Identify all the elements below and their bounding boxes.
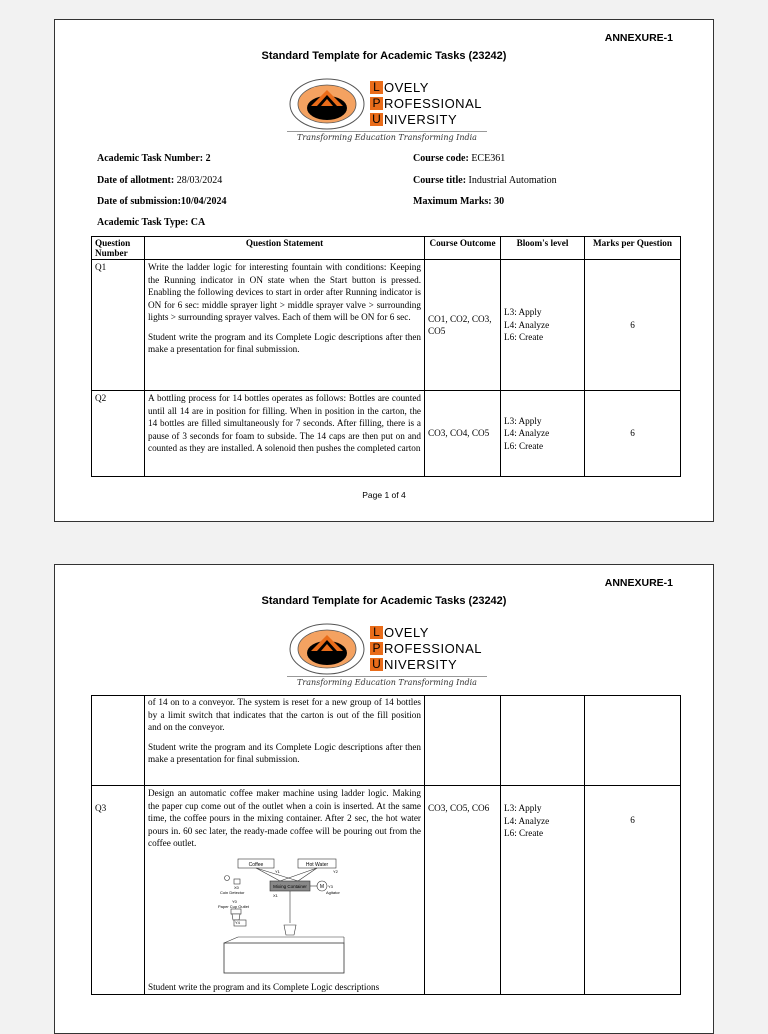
- logo-word: NIVERSITY: [384, 657, 458, 672]
- coin-detector-label: Coin Detector: [220, 889, 245, 895]
- emblem-icon: [287, 76, 367, 132]
- annexure-label: ANNEXURE-1: [604, 577, 673, 589]
- y0-label: Y0: [232, 898, 237, 904]
- y2-label: Y2: [333, 868, 338, 874]
- y3-label: Y3: [328, 883, 333, 889]
- question-statement: Design an automatic coffee maker machine using ladder logic. Making the paper cup come out of the outlet when a coin is inserted. At the same time, the coffee pours in the mixing container. After 2 sec, the hot water pours in. 60 sec later, the ready-made coffee will be pouring out from the coffee outlet. Coffee Y1 Hot Water Y2 Mixing Container M Y3 Agitator X0 Coin Detector X1 Y0 Paper Cup Outlet Y4 Student write the program and its Complete Logic descriptions: [145, 786, 425, 995]
- emblem-icon: [287, 621, 367, 677]
- question-number: [92, 696, 145, 786]
- coffee-label: Coffee: [248, 861, 264, 868]
- blooms-level: L3: Apply L4: Analyze L6: Create: [501, 391, 585, 477]
- task-type: Academic Task Type: CA: [97, 217, 206, 228]
- paper-cup-outlet-label: Paper Cup Outlet: [218, 903, 249, 909]
- header-marks: Marks per Question: [585, 237, 681, 260]
- task-number: Academic Task Number: 2: [97, 153, 211, 164]
- logo-word: OVELY: [384, 625, 429, 640]
- course-outcome: CO3, CO5, CO6: [425, 786, 501, 995]
- header-question-statement: Question Statement: [145, 237, 425, 260]
- blooms-level: L3: Apply L4: Analyze L6: Create: [501, 260, 585, 391]
- table-row: [92, 696, 681, 786]
- blooms-level: [501, 696, 585, 786]
- question-number: Q1: [92, 260, 145, 391]
- course-code: Course code: ECE361: [413, 153, 506, 164]
- logo-letter: L: [370, 81, 383, 94]
- logo-tagline: Transforming Education Transforming India: [287, 131, 487, 142]
- question-number: Q3: [92, 786, 145, 995]
- table-row: [92, 260, 681, 391]
- logo-letter: L: [370, 626, 383, 639]
- blooms-level: L3: Apply L4: Analyze L6: Create: [501, 786, 585, 995]
- page-number: Page 1 of 4: [362, 490, 406, 500]
- logo-letter: U: [370, 658, 383, 671]
- header-blooms-level: Bloom's level: [501, 237, 585, 260]
- marks: 6: [585, 786, 681, 995]
- marks: 6: [585, 391, 681, 477]
- course-title: Course title: Industrial Automation: [413, 175, 557, 186]
- page-2: [54, 564, 714, 1034]
- course-outcome: CO3, CO4, CO5: [425, 391, 501, 477]
- logo-letter: P: [370, 97, 383, 110]
- course-outcome: CO1, CO2, CO3, CO5: [425, 260, 501, 391]
- mixing-container-label: Mixing Container: [273, 883, 307, 889]
- logo-tagline: Transforming Education Transforming India: [287, 676, 487, 687]
- y1-label: Y1: [275, 868, 280, 874]
- logo-letter: U: [370, 113, 383, 126]
- allotment-date: Date of allotment: 28/03/2024: [97, 175, 223, 186]
- questions-table: [91, 236, 681, 477]
- table-header-row: [92, 237, 681, 260]
- y4-label: Y4: [235, 919, 240, 925]
- motor-label: M: [319, 883, 325, 890]
- coffee-machine-diagram: [218, 857, 348, 975]
- page-1: [54, 19, 714, 522]
- maximum-marks: Maximum Marks: 30: [413, 196, 505, 207]
- table-row: [92, 786, 681, 995]
- question-statement: Write the ladder logic for interesting fountain with conditions: Keeping the Running indicator in ON state when the Start button is pressed. Enabling the following devices to start in order after Running indicator is ON for 6 sec: middle sprayer light > middle sprayer valve > surrounding lights > surrounding sprayer valves. Each of them will be ON for 6 sec. Student write the program and its Complete Logic descriptions after then make a presentation for final submission.: [145, 260, 425, 391]
- logo-word: ROFESSIONAL: [384, 96, 482, 111]
- template-title: Standard Template for Academic Tasks (23242): [261, 595, 507, 607]
- annexure-label: ANNEXURE-1: [604, 32, 673, 44]
- logo-word: ROFESSIONAL: [384, 641, 482, 656]
- hot-water-label: Hot Water: [305, 861, 329, 868]
- table-row: [92, 391, 681, 477]
- question-statement: of 14 on to a conveyor. The system is reset for a new group of 14 bottles by a limit switch that indicates that the carton is out of the fill position and on the conveyor. Student write the program and its Complete Logic descriptions after then make a presentation for final submission.: [145, 696, 425, 786]
- questions-table-continued: [91, 695, 681, 995]
- question-number: Q2: [92, 391, 145, 477]
- logo-word: NIVERSITY: [384, 112, 458, 127]
- agitator-label: Agitator: [326, 889, 340, 895]
- course-outcome: [425, 696, 501, 786]
- question-statement: A bottling process for 14 bottles operates as follows: Bottles are counted until all 14 are in position for filling. When in position in the carton, the 14 bottles are filled simultaneously for 7 seconds. After filling, there is a pause of 3 seconds for foam to subside. The 14 caps are then put on and counted as they are installed. A solenoid then pushes the completed carton: [145, 391, 425, 477]
- template-title: Standard Template for Academic Tasks (23242): [261, 50, 507, 62]
- logo-letter: P: [370, 642, 383, 655]
- header-course-outcome: Course Outcome: [425, 237, 501, 260]
- header-question-number: Question Number: [92, 237, 145, 260]
- x1-label: X1: [273, 892, 278, 898]
- marks: [585, 696, 681, 786]
- x0-label: X0: [234, 884, 239, 890]
- marks: 6: [585, 260, 681, 391]
- logo-word: OVELY: [384, 80, 429, 95]
- submission-date: Date of submission:10/04/2024: [97, 196, 227, 207]
